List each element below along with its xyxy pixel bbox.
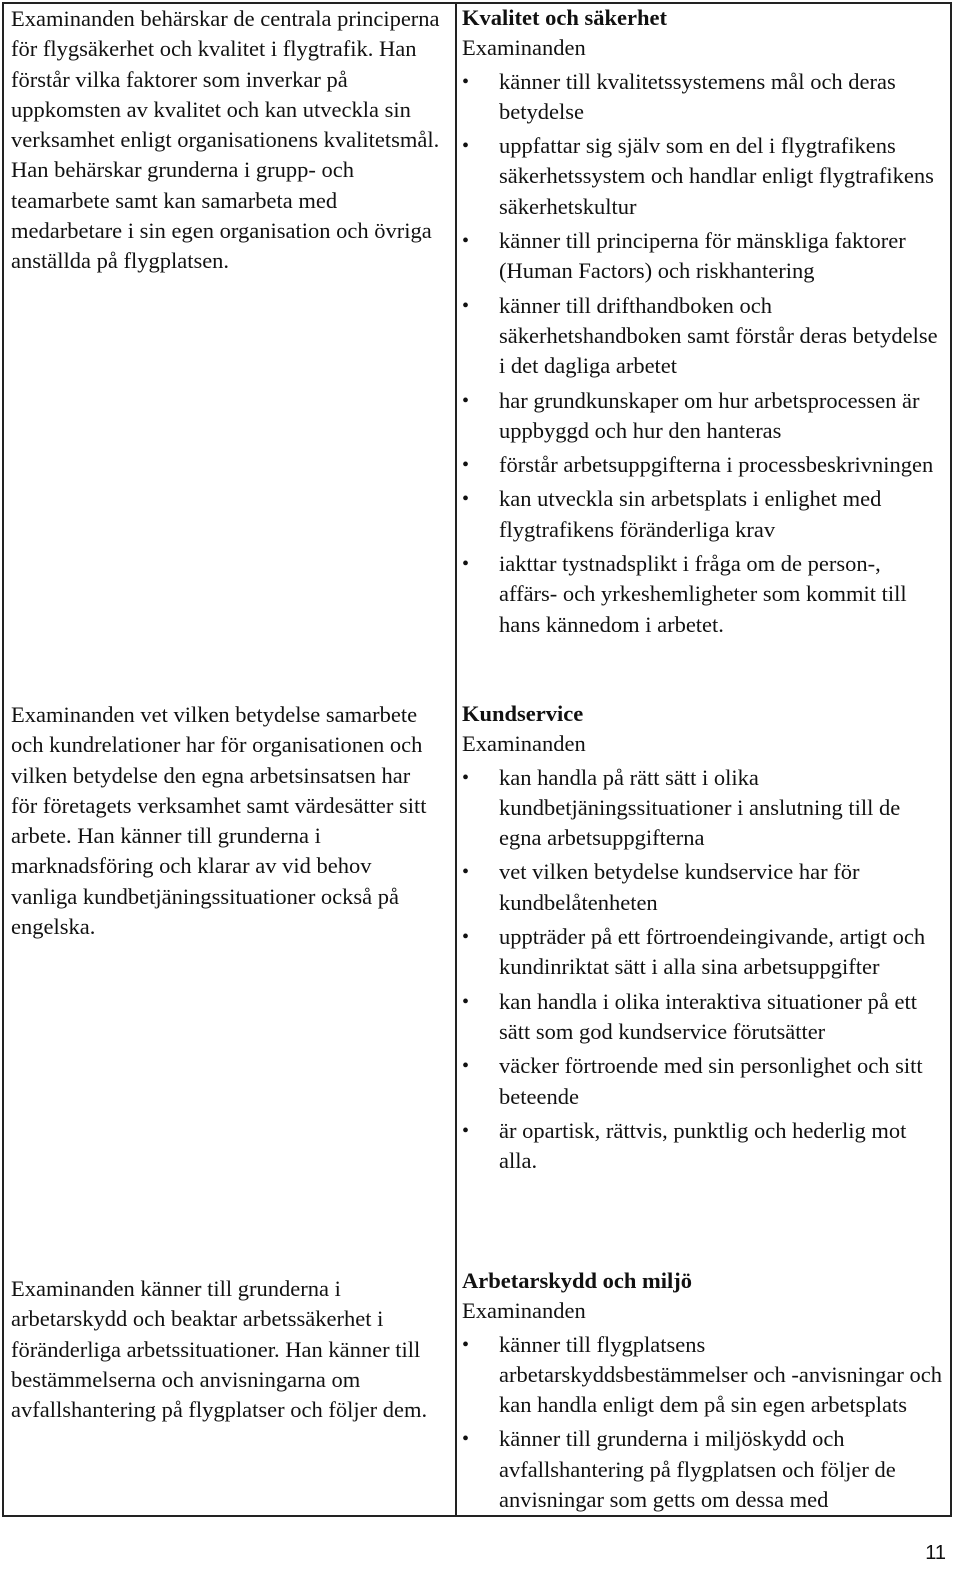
list-item: • känner till flygplatsens arbetarskyddsbestämmelser och -anvisningar och kan handla enligt dem på sin egen arbetsplats (462, 1330, 944, 1421)
list-item: • kan handla på rätt sätt i olika kundbetjäningssituationer i anslutning till de egna arbetsuppgifterna (462, 763, 944, 854)
list-item: • känner till kvalitetssystemens mål och deras betydelse (462, 67, 944, 128)
list-item: • kan utveckla sin arbetsplats i enlighet med flygtrafikens föränderliga krav (462, 484, 944, 545)
list-item: • uppträder på ett förtroendeingivande, artigt och kundinriktat sätt i alla sina arbetsuppgifter (462, 922, 944, 983)
quality-list (462, 67, 944, 640)
list-item: • förstår arbetsuppgifterna i processbeskrivningen (462, 450, 944, 480)
safety-list (462, 1330, 944, 1516)
list-item: • känner till principerna för mänskliga faktorer (Human Factors) och riskhantering (462, 226, 944, 287)
safety-heading: Arbetarskydd och miljö (462, 1268, 692, 1293)
customer-subject: Examinanden (462, 731, 586, 757)
list-item: • känner till grunderna i miljöskydd och avfallshantering på flygplatsen och följer de anvisningar som getts om dessa med (462, 1424, 944, 1515)
list-item: • väcker förtroende med sin personlighet och sitt beteende (462, 1051, 944, 1112)
left-customer-text (11, 700, 441, 942)
list-item: • vet vilken betydelse kundservice har för kundbelåtenheten (462, 857, 944, 918)
list-item: • känner till drifthandboken och säkerhetshandboken samt förstår deras betydelse i det dagliga arbetet (462, 291, 944, 382)
page-number: 11 (925, 1542, 946, 1564)
left-quality-text (11, 4, 441, 277)
list-item: • iakttar tystnadsplikt i fråga om de person-, affärs- och yrkeshemligheter som kommit till hans kännedom i arbetet. (462, 549, 944, 640)
list-item: • uppfattar sig själv som en del i flygtrafikens säkerhetssystem och handlar enligt flygtrafikens säkerhetskultur (462, 131, 944, 222)
left-customer-paragraph: Examinanden vet vilken betydelse samarbete och kundrelationer har för organisationen och vilken betydelse den egna arbetsinsatsen har för företagets verksamhet samt värdesätter sitt arbete. Han känner till grunderna i marknadsföring och klarar av vid behov vanliga kundbetjäningssituationer också på engelska. (11, 702, 427, 940)
customer-list (462, 763, 944, 1177)
customer-heading: Kundservice (462, 701, 584, 726)
quality-heading: Kvalitet och säkerhet (462, 5, 667, 30)
list-item: • kan handla i olika interaktiva situationer på ett sätt som god kundservice förutsätter (462, 987, 944, 1048)
list-item: • har grundkunskaper om hur arbetsprocessen är uppbyggd och hur den hanteras (462, 386, 944, 447)
right-quality-section (462, 3, 944, 644)
safety-subject: Examinanden (462, 1298, 586, 1324)
column-divider (455, 4, 457, 1515)
right-safety-section (462, 1266, 944, 1519)
right-customer-section (462, 699, 944, 1180)
quality-subject: Examinanden (462, 35, 586, 61)
list-item: • är opartisk, rättvis, punktlig och hederlig mot alla. (462, 1116, 944, 1177)
left-safety-paragraph: Examinanden känner till grunderna i arbetarskydd och beaktar arbetssäkerhet i föränderliga arbetssituationer. Han känner till bestämmelserna och anvisningarna om avfallshantering på flygplatser och följer dem. (11, 1276, 428, 1423)
left-safety-text (11, 1274, 441, 1425)
left-quality-paragraph: Examinanden behärskar de centrala principerna för flygsäkerhet och kvalitet i flygtrafik. Han förstår vilka faktorer som inverkar på uppkomsten av kvalitet och kan utveckla sin verksamhet enligt organisationens kvalitetsmål. Han behärskar grunderna i grupp- och teamarbete samt kan samarbeta med medarbetare i sin egen organisation och övriga anställda på flygplatsen. (11, 6, 440, 274)
